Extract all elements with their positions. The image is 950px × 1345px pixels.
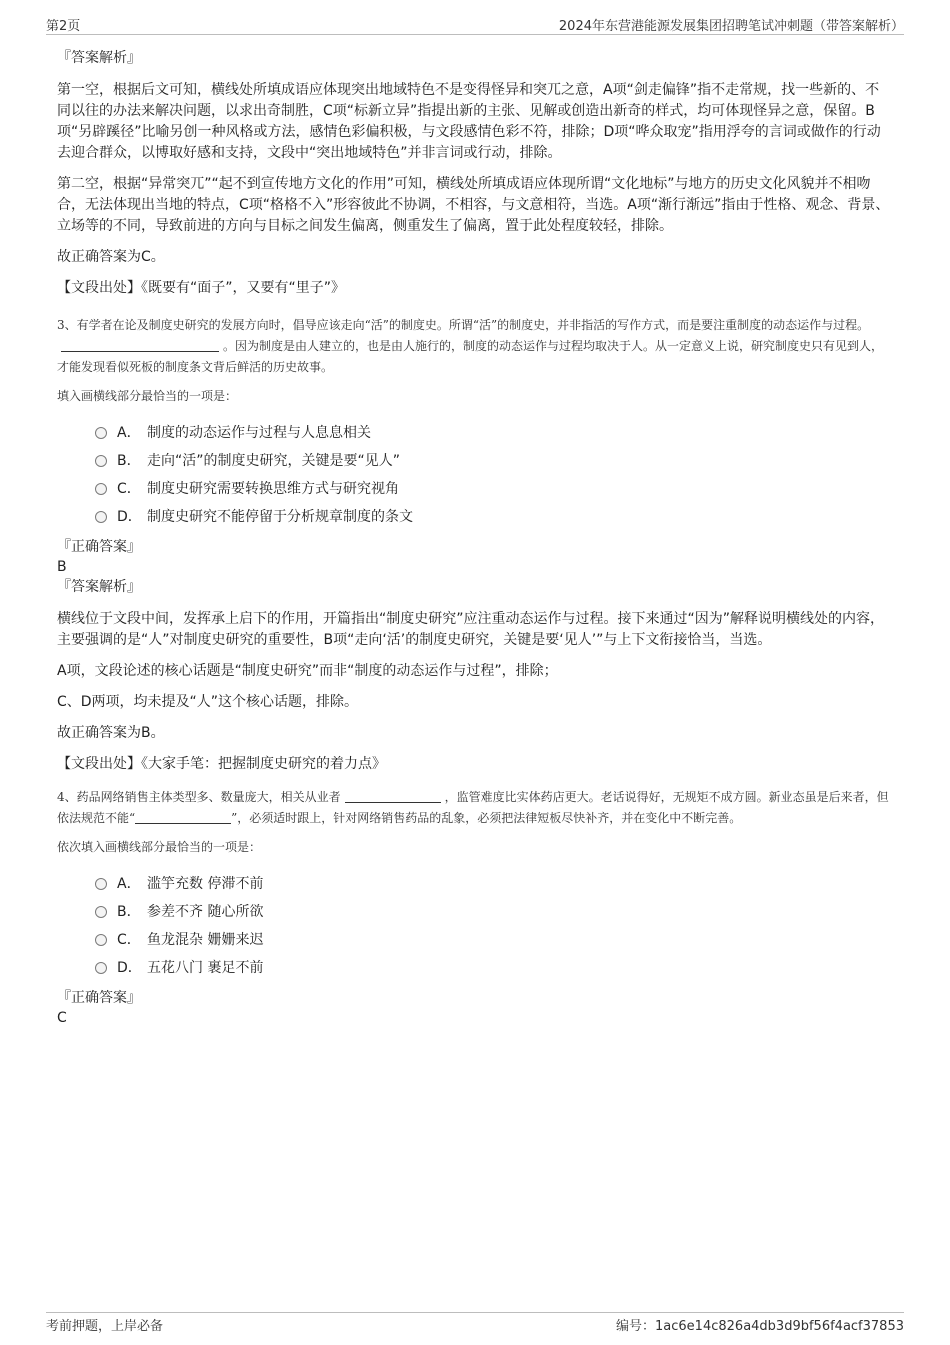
q4-option-d[interactable] <box>95 954 893 982</box>
q3-option-c[interactable] <box>95 475 893 503</box>
radio-icon[interactable] <box>95 511 107 523</box>
footer-slogan: 考前押题，上岸必备 <box>46 1319 164 1334</box>
code-value: 1ac6e14c826a4db3d9bf56f4acf37853 <box>655 1319 904 1334</box>
q3-option-b[interactable] <box>95 447 893 475</box>
option-letter: B． <box>117 904 141 920</box>
option-letter: C． <box>117 932 141 948</box>
option-text: 参差不齐 随心所欲 <box>147 904 264 920</box>
q4-stem-part3: ”，必须适时跟上，针对网络销售药品的乱象，必须把法律短板尽快补齐，并在变化中不断完善。 <box>231 811 742 825</box>
q4-stem <box>57 787 893 829</box>
option-text: 制度的动态运作与过程与人息息相关 <box>147 425 371 441</box>
option-text: 制度史研究需要转换思维方式与研究视角 <box>147 481 399 497</box>
q4-prompt: 依次填入画横线部分最恰当的一项是： <box>57 840 262 854</box>
q2-analysis-section <box>57 48 893 299</box>
page-number: 第2页 <box>46 19 81 34</box>
radio-icon[interactable] <box>95 934 107 946</box>
q3-analysis-p2: A项，文段论述的核心话题是“制度史研究”而非“制度的动态运作与过程”，排除； <box>57 663 558 679</box>
q4-stem-part2: ，监管难度比实体药店更大。老话说得好，无规矩不成方圆。新业态虽是后来者，但依法规范不能“ <box>57 790 889 825</box>
option-text: 鱼龙混杂 姗姗来迟 <box>147 932 264 948</box>
q3-answer-label: 『正确答案』 <box>57 539 141 555</box>
q4-option-b[interactable] <box>95 898 893 926</box>
q4-answer: C <box>57 1010 67 1026</box>
q3-stem <box>57 315 893 378</box>
q4-option-c[interactable] <box>95 926 893 954</box>
option-text: 滥竽充数 停滞不前 <box>147 876 264 892</box>
q2-source: 【文段出处】《既要有“面子”，又要有“里子”》 <box>57 280 346 296</box>
q3-options <box>95 419 893 531</box>
q4-option-a[interactable] <box>95 870 893 898</box>
q3-stem-part1: 3、有学者在论及制度史研究的发展方向时，倡导应该走向“活”的制度史。所谓“活”的制度史，并非指活的写作方式，而是要注重制度的动态运作与过程。 <box>57 318 870 332</box>
q2-analysis-label: 『答案解析』 <box>57 50 141 66</box>
page-header <box>46 14 904 35</box>
q4-blank-1 <box>345 790 441 803</box>
q3-prompt: 填入画横线部分最恰当的一项是： <box>57 389 238 403</box>
radio-icon[interactable] <box>95 906 107 918</box>
q3-option-a[interactable] <box>95 419 893 447</box>
radio-icon[interactable] <box>95 427 107 439</box>
q3-source: 【文段出处】《大家手笔：把握制度史研究的着力点》 <box>57 756 386 772</box>
radio-icon[interactable] <box>95 878 107 890</box>
question-3 <box>57 315 893 775</box>
q4-options <box>95 870 893 982</box>
q3-blank <box>61 339 219 352</box>
code-label: 编号： <box>616 1319 656 1334</box>
q3-stem-part2: 。因为制度是由人建立的，也是由人施行的，制度的动态运作与过程均取决于人。从一定意义上说，研究制度史只有见到人，才能发现看似死板的制度条文背后鲜活的历史故事。 <box>57 339 884 374</box>
q3-analysis-label: 『答案解析』 <box>57 579 141 595</box>
document-code <box>616 1315 904 1334</box>
page-footer <box>46 1312 904 1333</box>
q2-conclusion: 故正确答案为C。 <box>57 249 165 265</box>
q2-analysis-p1: 第一空，根据后文可知，横线处所填成语应体现突出地域特色不是变得怪异和突兀之意，A项“剑走偏锋”指不走常规，找一些新的、不同以往的办法来解决问题，以求出奇制胜，C项“标新立异”指提出新的主张、见解或创造出新奇的样式，均可体现怪异之意，保留。B项“另辟蹊径”比喻另创一种风格或方法，感情色彩偏积极，与文段感情色彩不符，排除；D项“哗众取宠”指用浮夸的言词或做作的行动去迎合群众，以博取好感和支持，文段中“突出地域特色”并非言词或行动，排除。 <box>57 82 881 161</box>
document-title: 2024年东营港能源发展集团招聘笔试冲刺题（带答案解析） <box>558 19 904 34</box>
q3-analysis-p3: C、D两项，均未提及“人”这个核心话题，排除。 <box>57 694 359 710</box>
option-letter: A． <box>117 425 141 441</box>
q2-analysis-p2: 第二空，根据“异常突兀”“起不到宣传地方文化的作用”可知，横线处所填成语应体现所谓“文化地标”与地方的历史文化风貌并不相吻合，无法体现出当地的特点，C项“格格不入”形容彼此不协调，不相容，与文意相符，当选。A项“渐行渐远”指由于性格、观念、背景、立场等的不同，导致前进的方向与目标之间发生偏离，侧重发生了偏离，置于此处程度较轻，排除。 <box>57 176 890 234</box>
q3-conclusion: 故正确答案为B。 <box>57 725 165 741</box>
option-text: 走向“活”的制度史研究，关键是要“见人” <box>147 453 401 469</box>
radio-icon[interactable] <box>95 483 107 495</box>
main-content <box>57 48 893 1028</box>
option-letter: D． <box>117 960 142 976</box>
option-text: 制度史研究不能停留于分析规章制度的条文 <box>147 509 413 525</box>
q3-analysis-p1: 横线位于文段中间，发挥承上启下的作用，开篇指出“制度史研究”应注重动态运作与过程。接下来通过“因为”解释说明横线处的内容，主要强调的是“人”对制度史研究的重要性，B项“走向‘活’的制度史研究，关键是要‘见人’”与上下文衔接恰当，当选。 <box>57 611 885 648</box>
q3-answer: B <box>57 559 67 575</box>
option-letter: A． <box>117 876 141 892</box>
radio-icon[interactable] <box>95 962 107 974</box>
q3-option-d[interactable] <box>95 503 893 531</box>
radio-icon[interactable] <box>95 455 107 467</box>
q4-answer-label: 『正确答案』 <box>57 990 141 1006</box>
option-letter: C． <box>117 481 141 497</box>
q4-stem-part1: 4、药品网络销售主体类型多、数量庞大，相关从业者 <box>57 790 341 804</box>
option-text: 五花八门 裹足不前 <box>147 960 264 976</box>
option-letter: D． <box>117 509 142 525</box>
question-4 <box>57 787 893 1028</box>
option-letter: B． <box>117 453 141 469</box>
q4-blank-2 <box>135 811 231 824</box>
